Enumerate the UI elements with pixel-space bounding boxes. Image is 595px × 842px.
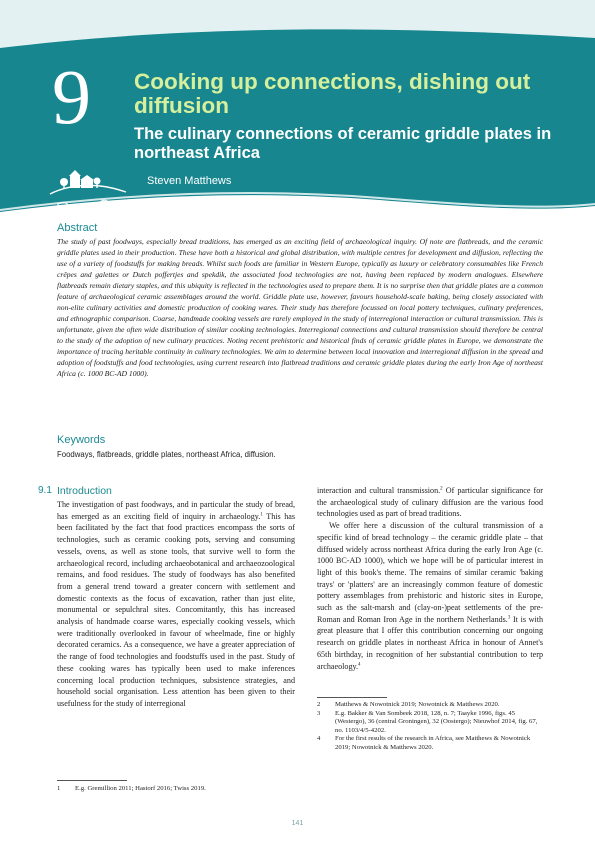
body-column-right — [317, 485, 543, 672]
footnote-ref[interactable]: 2 — [440, 486, 443, 492]
text-span: It is with great pleasure that I offer this contribution concerning our ongoing research on griddle plates in northeast Africa in honour of Annet's 65th birthday, in recognition of her substantial contribution to terp archaeology. — [317, 614, 543, 671]
footnote-ref[interactable]: 1 — [260, 512, 263, 518]
paragraph — [317, 485, 543, 520]
footnote-list — [317, 701, 543, 753]
footnote-text: E.g. Bakker & Van Sombeek 2018, 128, n. 7; Taayke 1996, figs. 45 (Westergo), 36 (central Groningen), 32 (Oostergo); Nieuwhof 2014, fig. 67, no. 1103/4/5-4202. — [335, 709, 538, 734]
footnote-number: 2 — [317, 701, 321, 708]
paragraph — [57, 499, 295, 710]
text-span: interaction and cultural transmission. — [317, 486, 441, 495]
chapter-title: Cooking up connections, dishing out diffusion — [134, 69, 531, 118]
footnote — [317, 701, 543, 710]
keywords-text: Foodways, flatbreads, griddle plates, northeast Africa, diffusion. — [57, 450, 276, 459]
body-column-left — [57, 499, 295, 710]
footnote-divider — [317, 697, 387, 698]
footnote-ref[interactable]: 3 — [507, 615, 511, 621]
footnote-text: For the first results of the research in Africa, see Matthews & Nowotnick 2019; Nowotnick & Matthews 2020. — [335, 735, 531, 751]
chapter-subtitle: The culinary connections of ceramic griddle plates in northeast Africa — [134, 125, 552, 162]
keywords-heading: Keywords — [57, 434, 106, 446]
footnote-text: Matthews & Nowotnick 2019; Nowotnick & Matthews 2020. — [335, 701, 500, 708]
paragraph — [317, 520, 543, 672]
footnote-number: 4 — [317, 735, 321, 743]
footnote — [57, 785, 295, 794]
footnote-ref[interactable]: 4 — [358, 661, 361, 667]
text-span: We offer here a discussion of the cultural transmission of a specific kind of bread technology – the ceramic griddle plate – that diffused widely across northeast Africa during the early Iron Age (c. 1000 BC-AD 1000), which we hope will be of particular interest in light of this book's theme. The remains of similar ceramic 'baking trays' or 'platters' are an increasingly common feature of domestic pottery assemblages from prehistoric and historic sites in Europe, such as the salt-marsh and (clay-on-)peat settlements of the pre-Roman and Roman Iron Age in the northern Netherlands. — [317, 521, 543, 624]
footnote-number: 3 — [317, 709, 321, 717]
text-span: The investigation of past foodways, and in particular the study of bread, has emerged as an exciting field of inquiry in archaeology. — [57, 500, 295, 521]
section-number: 9.1 — [38, 485, 52, 496]
text-span: This has been facilitated by the fact that food practices encompass the sorts of technologies, such as ceramic cooking pots, serving and consuming vessels, ovens, as well as stone tools, that survive well to form the archaeological record, including archaeobotanical and archaeozoological remains, and food residues. The study of foodways has also benefited from a general trend toward a greater concern with settlement and domestic contexts as the focus of excavation, rather than just elite, monumental or sepulchral sites. Concomitantly, this has increased analysis of handmade coarse wares, especially cooking vessels, which were traditionally overlooked in favour of wheelmade, fine or highly decorated ceramics. As a consequence, we have a greater appreciation of the range of food technologies and foodstuffs used in the past. Study of these cooking wares has typically been used to make inferences concerning local production techniques, subsistence strategies, and household social organisation. Less attention has been given to their usefulness for the study of interregional — [57, 511, 295, 708]
page-number: 141 — [291, 820, 304, 827]
village-illustration-icon — [48, 164, 128, 216]
abstract-heading: Abstract — [57, 222, 98, 234]
footnote-text: E.g. Gremillion 2011; Hastorf 2016; Twiss 2019. — [75, 785, 206, 792]
text-span: Of particular significance for the archaeological study of culinary diffusion are the various food technologies used as part of bread traditions. — [317, 486, 543, 519]
footnote-number: 1 — [57, 785, 61, 792]
section-heading: Introduction — [57, 485, 112, 497]
chapter-number: 9 — [52, 53, 91, 140]
footnote — [317, 735, 543, 752]
chapter-author: Steven Matthews — [147, 175, 232, 187]
footnote-divider — [57, 780, 127, 781]
abstract-text: The study of past foodways, especially bread traditions, has emerged as an exciting field of archaeological inquiry. Of note are flatbreads, and the ceramic griddle plates used in their production. These have both a historical and global distribution, with multiple centres for development and diffusion, reflecting the use of a variety of foodstuffs for making breads. Whilst such foods are familiar in Western Europe, typically as luxury or celebratory consumables like French crêpes and galettes or Dutch poffertjes and spekdik, the associated food technologies are not, having been replaced by modern analogues. Elsewhere flatbreads remain dietary staples, and this ubiquity is reflected in the technologies used to prepare them. It is no surprise then that griddle plates are a common feature of archaeological ceramic assemblages around the world. Griddle plate use, however, favours household-scale baking, being closely associated with non-elite culinary activities and domestic production of cooking wares. Their study has therefore focussed on local pottery techniques, culinary preferences, and ethnographic comparison. Coarse, handmade cooking vessels are rarely employed in the study of interregional interaction or cultural transmission. This is unfortunate, given the often wide distribution of similar cooking technologies. Interregional connections and cultural transmission should therefore be central to the study of the adoption of new culinary practices. Noting recent prehistoric and historical finds of ceramic griddle plates in Europe, we demonstrate the importance of tracing heritable continuity in culinary technologies. We aim to determine between local innovation and interregional diffusion in the spread and adoption of foodstuffs and food technologies, using current research into flatbread traditions and ceramic griddle plates during the early Iron Age of northeast Africa (c. 1000 BC-AD 1000). — [57, 237, 543, 378]
footnote — [317, 710, 543, 736]
